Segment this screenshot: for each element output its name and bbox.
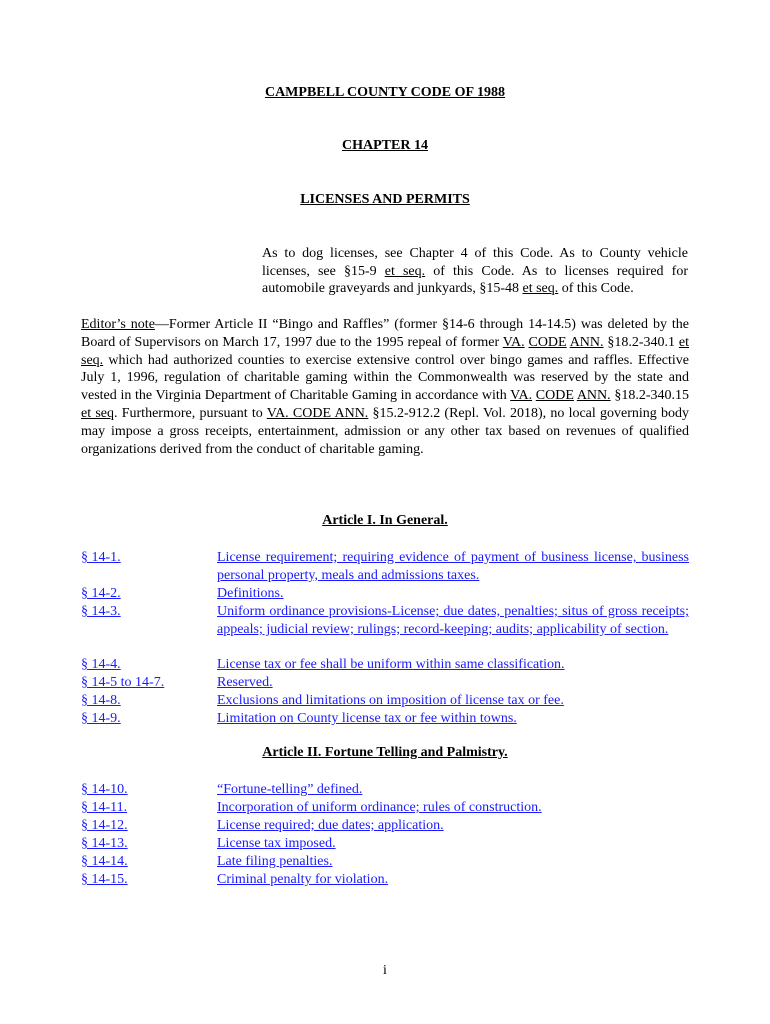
cross-reference-note bbox=[262, 245, 688, 298]
intro-text: As to dog licenses, see Chapter 4 of this Code. As to County vehicle licenses, see §15-9 bbox=[262, 246, 688, 279]
section-title[interactable]: Late filing penalties. bbox=[217, 854, 333, 869]
section-title[interactable]: Criminal penalty for violation. bbox=[217, 872, 389, 887]
article-1-heading: Article I. In General. bbox=[322, 513, 448, 528]
section-title[interactable]: License tax or fee shall be uniform within same classification. bbox=[217, 657, 565, 672]
section-number[interactable]: § 14-14. bbox=[81, 854, 128, 869]
section-title[interactable]: Incorporation of uniform ordinance; rules of construction. bbox=[217, 800, 542, 815]
section-number[interactable]: § 14-11. bbox=[81, 800, 128, 815]
section-number[interactable]: § 14-15. bbox=[81, 872, 128, 887]
chapter-number: CHAPTER 14 bbox=[342, 138, 428, 153]
section-number[interactable]: § 14-3. bbox=[81, 604, 121, 619]
section-number[interactable]: § 14-9. bbox=[81, 711, 121, 726]
editors-note-text: —Former Article II “Bingo and Raffles” (former §14-6 through 14-14.5) was deleted by the Board of Supervisors on March 17, 1997 due to the 1995 repeal of former bbox=[81, 317, 689, 350]
editors-note-text: §15.2-912.2 (Repl. Vol. 2018), no local governing body may impose a gross receipts, entertainment, admission or any other tax based on revenues of qualified organizations derived from the conduct of charitable gaming. bbox=[81, 405, 689, 457]
chapter-title: LICENSES AND PERMITS bbox=[300, 192, 470, 207]
editors-note-text: §18.2-340.15 bbox=[610, 388, 689, 404]
section-number[interactable]: § 14-12. bbox=[81, 818, 128, 833]
editors-note-text: §18.2-340.1 bbox=[603, 334, 679, 350]
code-title: CAMPBELL COUNTY CODE OF 1988 bbox=[264, 85, 506, 100]
section-title[interactable]: “Fortune-telling” defined. bbox=[217, 782, 363, 797]
intro-text: of this Code. bbox=[558, 281, 634, 297]
section-number[interactable]: § 14-4. bbox=[81, 657, 121, 672]
code-citation: CODE bbox=[528, 334, 567, 350]
section-title[interactable]: Definitions. bbox=[217, 586, 284, 601]
editors-note-text: . Furthermore, pursuant to bbox=[114, 405, 267, 421]
ann-citation: ANN. bbox=[569, 334, 604, 350]
et-seq: et seq. bbox=[384, 263, 426, 279]
section-title[interactable]: Limitation on County license tax or fee within towns. bbox=[217, 711, 517, 726]
va-citation: VA. bbox=[502, 334, 525, 350]
section-title[interactable]: Uniform ordinance provisions-License; due dates, penalties; situs of gross receipts; appeals; judicial review; rulings; record-keeping; audits; applicability of section. bbox=[217, 604, 689, 637]
editors-note-text: which had authorized counties to exercise extensive control over bingo games and raffles. Effective July 1, 1996, regulation of charitable gaming within the Commonwealth was reserved by the state and vested in the Virginia Department of Charitable Gaming in accordance with bbox=[81, 352, 689, 404]
section-title[interactable]: License required; due dates; application. bbox=[217, 818, 444, 833]
section-title[interactable]: License tax imposed. bbox=[217, 836, 336, 851]
section-title[interactable]: Exclusions and limitations on imposition of license tax or fee. bbox=[217, 693, 564, 708]
code-citation: CODE bbox=[535, 388, 574, 404]
section-number[interactable]: § 14-10. bbox=[81, 782, 128, 797]
et-seq: et seq. bbox=[81, 334, 689, 368]
editors-note bbox=[81, 316, 689, 458]
section-number[interactable]: § 14-5 to 14-7. bbox=[81, 675, 165, 690]
section-number[interactable]: § 14-13. bbox=[81, 836, 128, 851]
va-citation: VA. bbox=[510, 388, 533, 404]
page-number: i bbox=[383, 963, 387, 978]
editors-note-label: Editor’s note bbox=[81, 317, 155, 332]
section-number[interactable]: § 14-1. bbox=[81, 550, 121, 565]
ann-citation: ANN. bbox=[576, 388, 611, 404]
section-title[interactable]: License requirement; requiring evidence of payment of business license, business personal property, meals and admissions taxes. bbox=[217, 550, 689, 583]
section-number[interactable]: § 14-2. bbox=[81, 586, 121, 601]
et-seq: et seq bbox=[81, 405, 114, 421]
intro-text: of this Code. As to licenses required for automobile graveyards and junkyards, §15-48 bbox=[262, 263, 689, 297]
section-number[interactable]: § 14-8. bbox=[81, 693, 121, 708]
et-seq: et seq. bbox=[522, 281, 559, 297]
section-title[interactable]: Reserved. bbox=[217, 675, 273, 690]
article-2-heading: Article II. Fortune Telling and Palmistry. bbox=[262, 745, 508, 760]
va-code-ann-citation: VA. CODE ANN. bbox=[266, 405, 369, 421]
